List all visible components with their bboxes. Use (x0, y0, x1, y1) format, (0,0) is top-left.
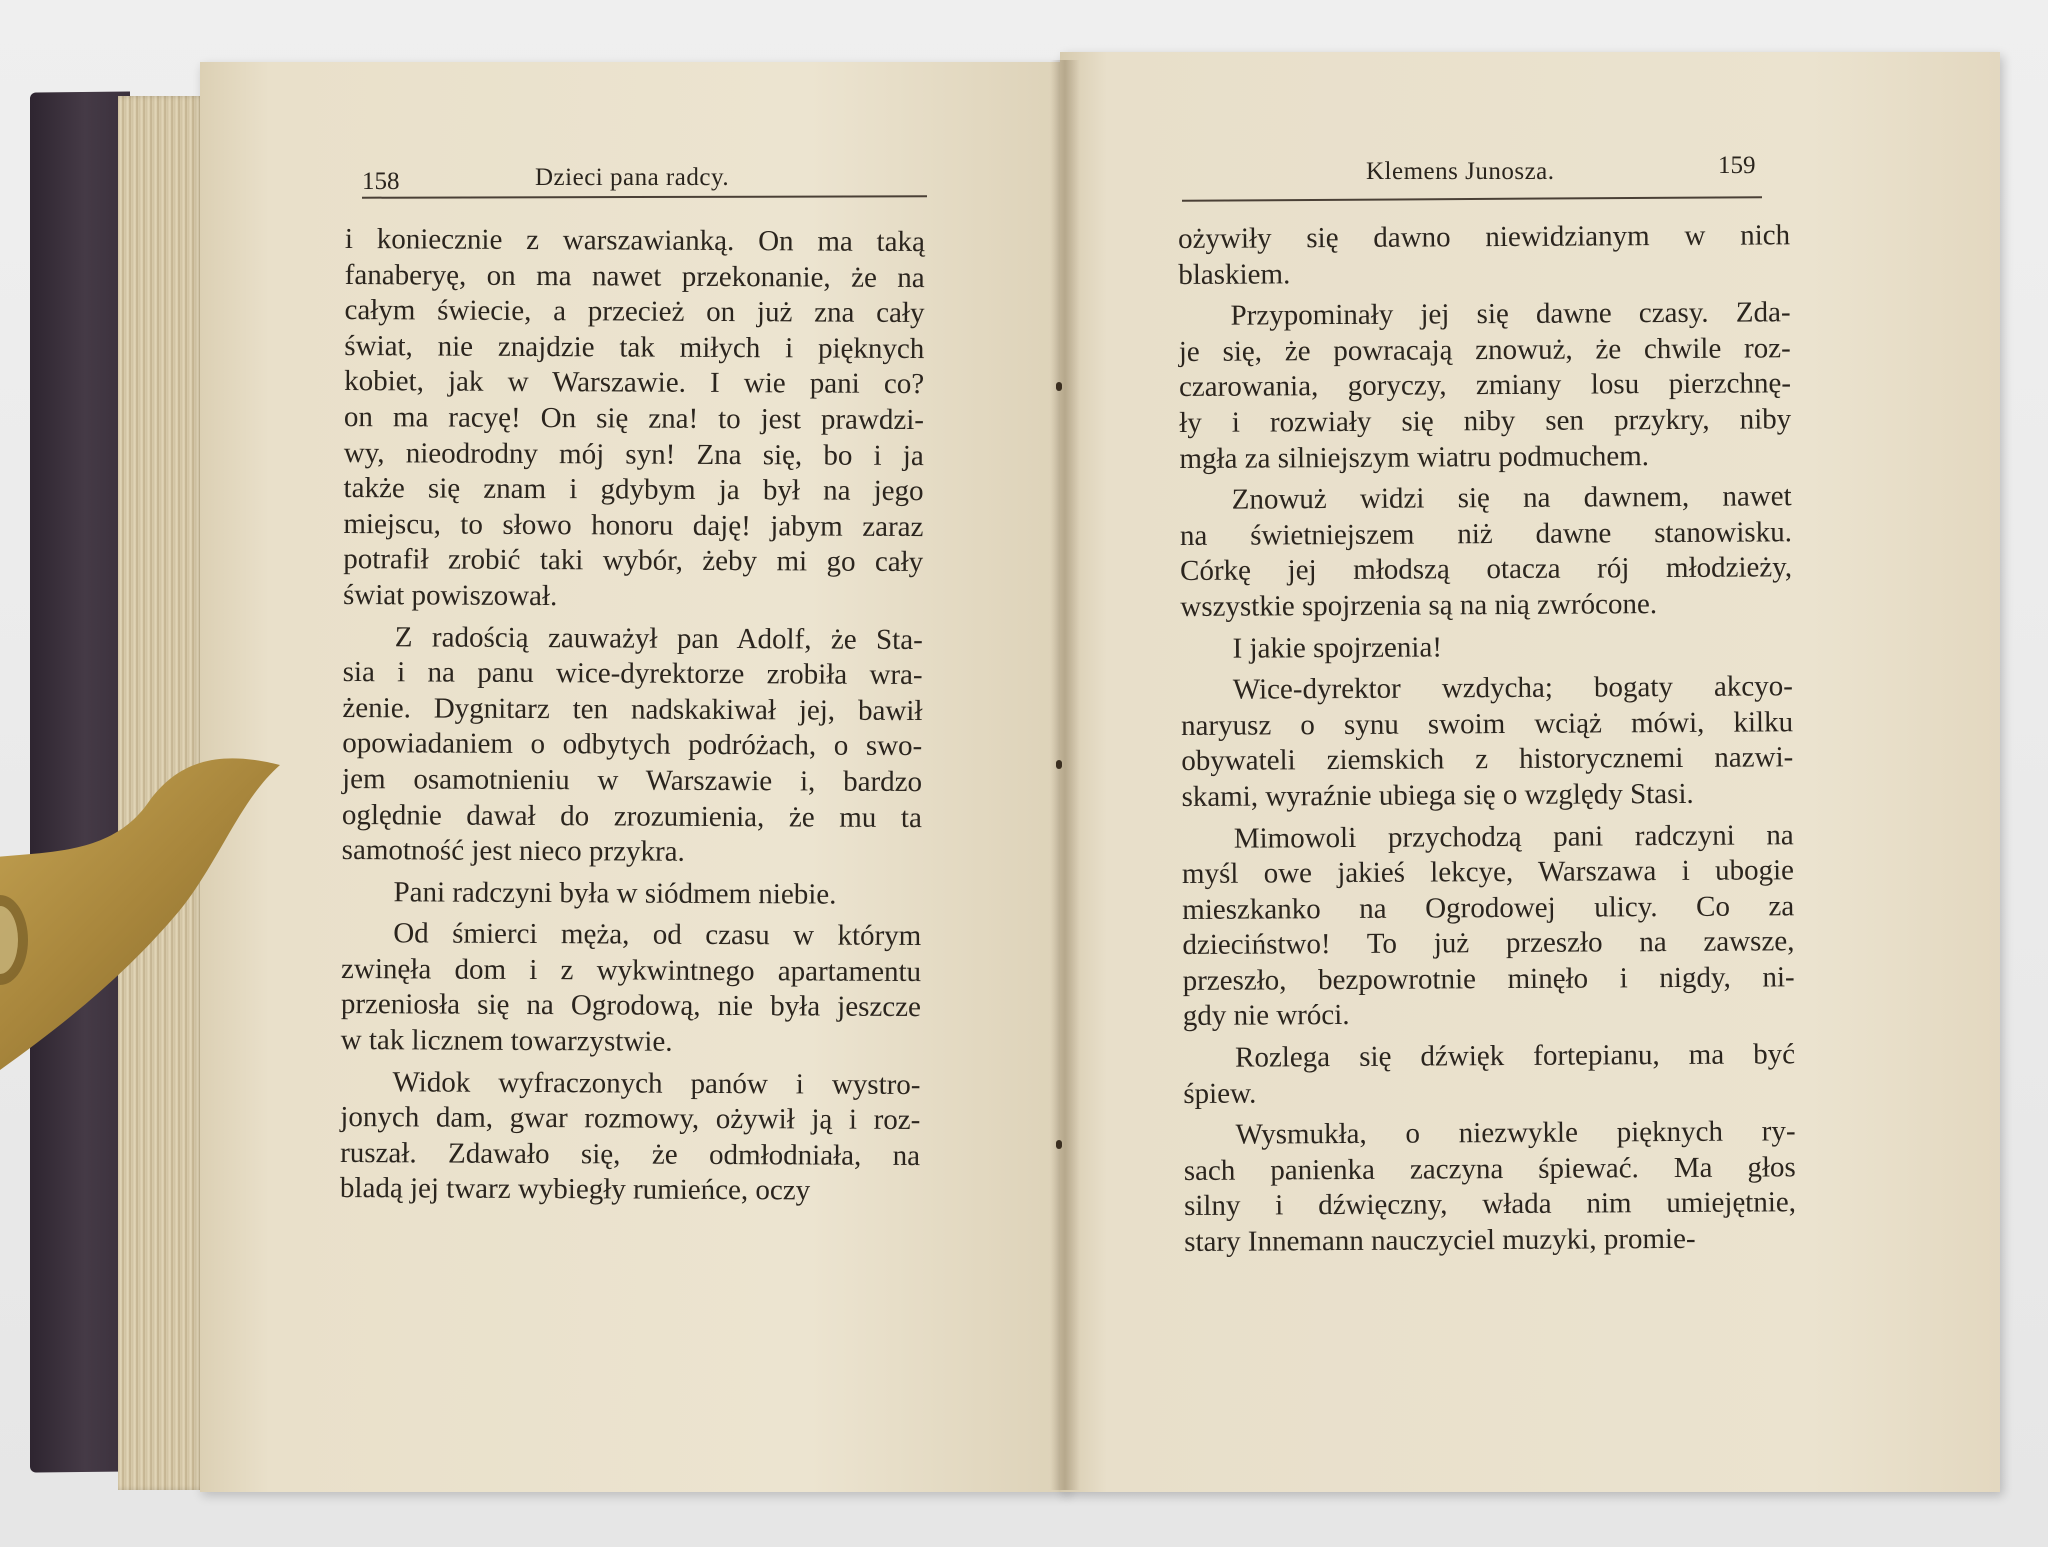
text-line: fanaberyę, on ma nawet przekonanie, że na (344, 258, 925, 294)
text-line: miejscu, to słowo honoru daję! jabym zaraz (343, 507, 924, 543)
text-line: gdy nie wróci. (1182, 999, 1350, 1033)
text-line: świat, nie znajdzie tak miłych i pięknych (344, 329, 925, 365)
text-line: Mimowoli przychodzą pani radczyni na (1233, 818, 1794, 855)
text-line: na świetniejszem niż dawne stanowisku. (1179, 516, 1793, 552)
text-line: wszystkie spojrzenia są na nią zwrócone. (1180, 588, 1658, 623)
text-line: I jakie spojrzenia! (1232, 630, 1443, 665)
text-line: sach panienka zaczyna śpiewać. Ma głos (1183, 1151, 1796, 1187)
left-page-number: 158 (362, 168, 400, 195)
text-line: świat powiszował. (342, 578, 558, 613)
paragraph (1178, 218, 1790, 293)
paragraph (1181, 669, 1794, 815)
text-line: zwinęła dom i z wykwintnego apartamentu (341, 952, 922, 988)
text-line: je się, że powracają znowuż, że chwile roz- (1178, 332, 1791, 368)
text-line: ożywiły się dawno niewidzianym w nich (1178, 219, 1791, 255)
text-line: potrafił zrobić taki wybór, żeby mi go cały (343, 543, 924, 579)
text-line: także się znam i gdybym ja był na jego (343, 472, 924, 508)
text-line: wy, nieodrodny mój syn! Zna się, bo i ja (343, 436, 924, 472)
text-line: przeszło, bezpowrotnie minęło i nigdy, ni- (1182, 961, 1795, 997)
text-line: czarowania, goryczy, zmiany losu pierzchnę- (1178, 367, 1792, 404)
text-line: i koniecznie z warszawianką. On ma taką (344, 222, 925, 259)
text-line: stary Innemann nauczyciel muzyki, promie- (1184, 1222, 1696, 1259)
text-line: Z radością zauważył pan Adolf, że Sta- (394, 620, 923, 656)
paragraph (341, 916, 922, 1061)
text-line: Córkę jej młodszą otacza rój młodzieży, (1180, 551, 1793, 588)
text-line: Widok wyfraczonych panów i wystro- (392, 1065, 921, 1101)
text-line: Rozlega się dźwięk fortepianu, ma być (1235, 1038, 1796, 1074)
text-line: jem osamotnieniu w Warszawie i, bardzo (342, 762, 923, 798)
text-line: obywateli ziemskich z historycznemi nazwi- (1181, 741, 1794, 778)
paragraph (342, 620, 923, 872)
text-line: żenie. Dygnitarz ten nadskakiwał jej, bawił (342, 691, 923, 727)
binding-stitch (1056, 1140, 1062, 1149)
text-line: oględnie dawał do zrozumienia, że mu ta (341, 798, 922, 834)
right-page-body (1178, 218, 1796, 1260)
right-running-head: Klemens Junosza. (1366, 158, 1555, 185)
text-line: ły i rozwiały się niby sen przykry, niby (1179, 403, 1792, 439)
text-line: naryusz o synu swoim wciąż mówi, kilku (1180, 705, 1794, 742)
text-line: Przypominały jej się dawne czasy. Zda- (1230, 296, 1791, 332)
paragraph (1180, 479, 1793, 625)
text-line: samotność jest nieco przykra. (341, 834, 685, 868)
text-line: Wice-dyrektor wzdycha; bogaty akcyo- (1232, 670, 1793, 706)
paragraph (1178, 295, 1791, 477)
left-running-head: Dzieci pana radcy. (535, 164, 730, 191)
text-line: przeniosła się na Ogrodową, nie była jeszcze (340, 988, 921, 1024)
text-line: silny i dźwięczny, włada nim umiejętnie, (1183, 1186, 1797, 1223)
right-page-number: 159 (1718, 152, 1756, 179)
text-line: w tak licznem towarzystwie. (340, 1024, 673, 1058)
text-line: Pani radczyni była w siódmem niebie. (393, 875, 837, 911)
paragraph (1183, 1114, 1796, 1260)
text-line: blaskiem. (1178, 257, 1291, 291)
book-gutter (1050, 60, 1080, 1490)
text-line: kobiet, jak w Warszawie. I wie pani co? (344, 365, 925, 401)
text-line: sia i na panu wice-dyrektorze zrobiła wra- (342, 656, 923, 692)
brass-bookmark (0, 740, 300, 1100)
text-line: całym świecie, a przecież on już zna cały (344, 294, 925, 330)
paragraph (343, 222, 925, 617)
text-line: bladą jej twarz wybiegły rumieńce, oczy (339, 1172, 811, 1207)
text-line: śpiew. (1183, 1077, 1257, 1110)
left-page-body (340, 222, 925, 1210)
text-line: ruszał. Zdawało się, że odmłodniała, na (340, 1136, 921, 1172)
text-line: opowiadaniem o odbytych podróżach, o swo- (342, 727, 923, 763)
text-line: Od śmierci męża, od czasu w którym (393, 917, 922, 953)
binding-stitch (1056, 760, 1062, 769)
text-line: Wysmukła, o niezwykle pięknych ry- (1235, 1115, 1796, 1151)
text-line: mgła za silniejszym wiatru podmuchem. (1179, 439, 1650, 475)
paragraph (1182, 818, 1795, 1035)
text-line: Znowuż widzi się na dawnem, nawet (1231, 480, 1792, 516)
paragraph (340, 1065, 921, 1210)
paragraph (1181, 628, 1793, 667)
text-line: myśl owe jakieś lekcye, Warszawa i ubogie (1181, 854, 1795, 891)
paragraph (341, 875, 921, 914)
binding-stitch (1056, 382, 1062, 391)
text-line: skami, wyraźnie ubiega się o względy Stasi. (1181, 777, 1694, 813)
paragraph (1183, 1037, 1795, 1112)
text-line: dzieciństwo! To już przeszło na zawsze, (1182, 925, 1795, 962)
text-line: on ma racyę! On się zna! to jest prawdzi- (343, 400, 925, 437)
text-line: jonych dam, gwar rozmowy, ożywił ją i roz- (340, 1101, 921, 1137)
text-line: mieszkanko na Ogrodowej ulicy. Co za (1182, 889, 1795, 926)
